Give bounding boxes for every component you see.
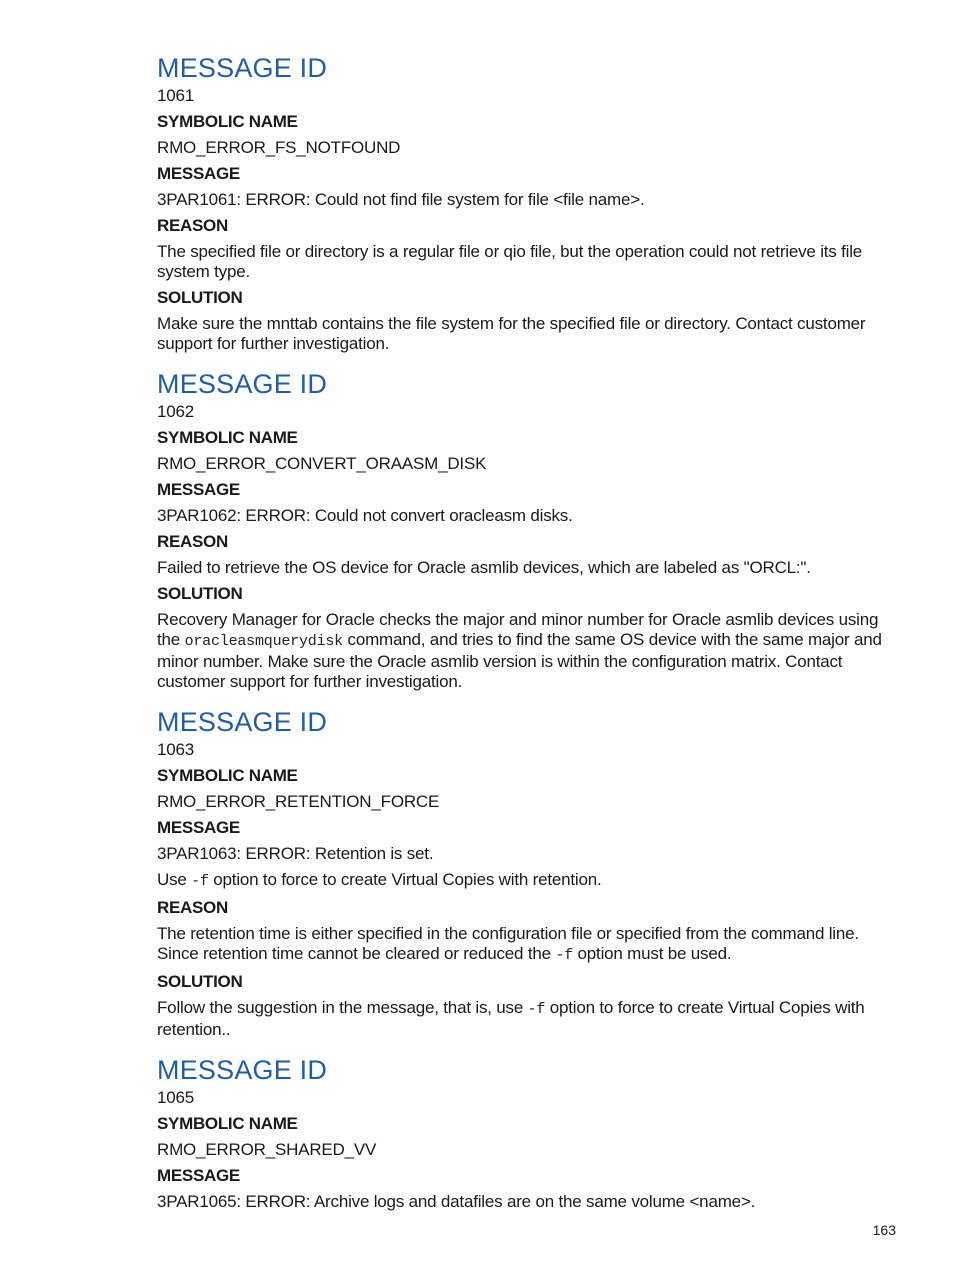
solution-text: Make sure the mnttab contains the file system for the specified file or directory. Contact customer support for further investigation. (157, 314, 866, 353)
message-id-heading: MESSAGE ID (157, 53, 328, 83)
symbolic-name-label: SYMBOLIC NAME (157, 766, 298, 785)
solution-text-part: option to force to create Virtual Copies with retention.. (157, 998, 865, 1039)
solution-text-part: command, and tries to find the same OS device with the same major and minor number. Make sure the Oracle asmlib version is within the configuration matrix. Contact customer support for further investigation. (157, 630, 882, 691)
message-text: 3PAR1062: ERROR: Could not convert oracleasm disks. (157, 506, 573, 525)
option-code: -f (527, 1001, 546, 1018)
message-label: MESSAGE (157, 1166, 240, 1185)
option-code: -f (191, 873, 209, 890)
reason-text-part: option must be used. (573, 944, 732, 963)
reason-text: The specified file or directory is a regular file or qio file, but the operation could not retrieve its file system type. (157, 242, 863, 281)
symbolic-name-value: RMO_ERROR_CONVERT_ORAASM_DISK (157, 454, 487, 473)
reason-label: REASON (157, 898, 228, 917)
message-text: 3PAR1065: ERROR: Archive logs and datafiles are on the same volume <name>. (157, 1192, 756, 1211)
message-id-value: 1063 (157, 740, 195, 759)
symbolic-name-value: RMO_ERROR_FS_NOTFOUND (157, 138, 401, 157)
solution-label: SOLUTION (157, 288, 243, 307)
reason-text: Failed to retrieve the OS device for Oracle asmlib devices, which are labeled as "ORCL:". (157, 558, 811, 577)
message-id-value: 1062 (157, 402, 195, 421)
page-number: 163 (872, 1222, 896, 1238)
solution-label: SOLUTION (157, 972, 243, 991)
solution-text (157, 610, 899, 692)
message-text-secondary (157, 870, 899, 892)
reason-text (157, 924, 899, 966)
solution-text-part: Recovery Manager for Oracle checks the major and minor number for Oracle asmlib devices using the (157, 610, 879, 649)
symbolic-name-value: RMO_ERROR_RETENTION_FORCE (157, 792, 440, 811)
reason-text-part: The retention time is either specified in the configuration file or specified from the command line. Since retention time cannot be cleared or reduced the (157, 924, 859, 963)
message-text-part: option to force to create Virtual Copies with retention. (208, 870, 602, 889)
symbolic-name-label: SYMBOLIC NAME (157, 112, 298, 131)
message-label: MESSAGE (157, 818, 240, 837)
message-id-heading: MESSAGE ID (157, 707, 328, 737)
command-code: oracleasmquerydisk (184, 633, 343, 650)
document-page (157, 52, 899, 1226)
message-entry-1062 (157, 368, 899, 692)
reason-label: REASON (157, 532, 228, 551)
solution-text (157, 998, 899, 1040)
symbolic-name-value: RMO_ERROR_SHARED_VV (157, 1140, 377, 1159)
message-id-value: 1061 (157, 86, 195, 105)
message-text: 3PAR1063: ERROR: Retention is set. (157, 844, 434, 863)
message-label: MESSAGE (157, 480, 240, 499)
message-label: MESSAGE (157, 164, 240, 183)
message-entry-1063 (157, 706, 899, 1040)
reason-label: REASON (157, 216, 228, 235)
solution-label: SOLUTION (157, 584, 243, 603)
message-id-heading: MESSAGE ID (157, 369, 328, 399)
symbolic-name-label: SYMBOLIC NAME (157, 428, 298, 447)
message-id-value: 1065 (157, 1088, 195, 1107)
symbolic-name-label: SYMBOLIC NAME (157, 1114, 298, 1133)
option-code: -f (555, 947, 574, 964)
message-id-heading: MESSAGE ID (157, 1055, 328, 1085)
message-text: 3PAR1061: ERROR: Could not find file system for file <file name>. (157, 190, 645, 209)
message-entry-1061 (157, 52, 899, 354)
solution-text-part: Follow the suggestion in the message, that is, use (157, 998, 528, 1017)
message-entry-1065 (157, 1054, 899, 1212)
message-text-part: Use (157, 870, 192, 889)
